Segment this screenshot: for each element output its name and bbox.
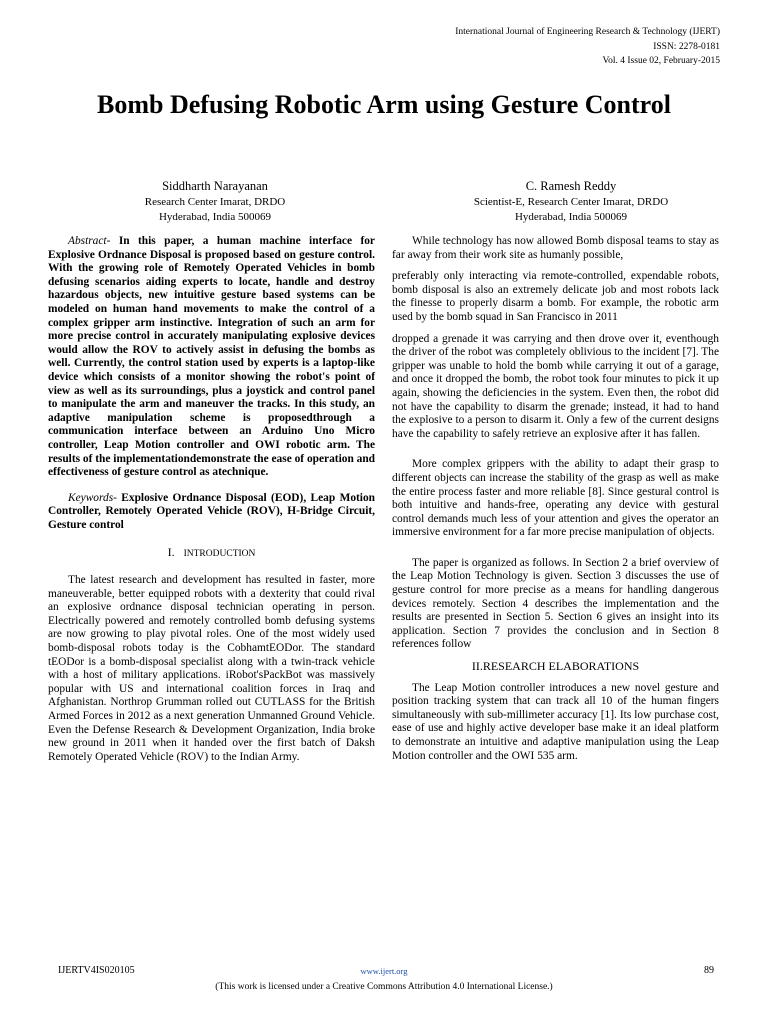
abstract-lead: Abstract-	[68, 235, 111, 247]
footer-license: (This work is licensed under a Creative Commons Attribution 4.0 International License.)	[215, 982, 553, 992]
author-location: Hyderabad, India 500069	[514, 211, 628, 223]
author-affiliation: Scientist-E, Research Center Imarat, DRDO	[473, 196, 669, 208]
author-location: Hyderabad, India 500069	[158, 211, 272, 223]
abstract-text: In this paper, a human machine interface for Explosive Ordnance Disposal is proposed based on gesture control. With the growing role of Remotely Operated Vehicles in bomb defusing scenarios aiding experts to locate, handle and destroy hazardous objects, new intuitive gesture based systems can be modeled on human hand movements to make the control of a complex gripper arm instinctive. Integration of such an arm for more precise control in accurately manipulating explosive devices would allow the ROV to actively assist in defusing the bombs as well. Currently, the control station used by experts is a laptop-like device which consists of a monitor showing the robot's point of view as well as its surroundings, plus a joystick and control panel to manipulate the arm and maneuver the tracks. In this study, an adaptive manipulation scheme is proposedthrough a communication interface between an Arduino Uno Micro controller, Leap Motion controller and OWI robotic arm. The results of the implementationdemonstrate the ease of operation and effectiveness of gesture control as atechnique.	[48, 235, 375, 479]
journal-issn: ISSN: 2278-0181	[653, 41, 720, 52]
paragraph-2: preferably only interacting via remote-controlled, expendable robots, bomb disposal is also an extremely delicate job and most robots lack the finesse to properly disarm a bomb. For example, the robotic arm used by the bomb squad in San Francisco in 2011	[392, 270, 719, 323]
footer-url-link[interactable]: www.ijert.org	[360, 966, 408, 976]
author-name: Siddharth Narayanan	[162, 179, 268, 193]
author-block-1	[50, 178, 380, 225]
journal-name: International Journal of Engineering Research & Technology (IJERT)	[455, 27, 720, 37]
right-column	[392, 235, 719, 763]
journal-volume: Vol. 4 Issue 02, February-2015	[602, 56, 720, 66]
section-heading-introduction	[48, 546, 375, 562]
section-title: INTRODUCTION	[183, 549, 256, 560]
section-heading-research: II.RESEARCH ELABORATIONS	[471, 659, 640, 674]
author-block-2	[406, 178, 736, 225]
paragraph-3: dropped a grenade it was carrying and then drove over it, eventhough the driver of the robot was completely oblivious to the incident [7]. The gripper was unable to hold the bomb while carrying it out of a garage, and once it dropped the bomb, the robot took four minutes to pick it up again, showing the deficiencies in the system. Even then, the robot did not have the capability to disarm the grenade; instead, it had to hand the explosive to a person to disarm it. Only a few of the current designs have the capability to safely retrieve an explosive after it has fallen.	[392, 332, 719, 440]
author-name: C. Ramesh Reddy	[525, 179, 617, 193]
footer-page-number: 89	[704, 965, 714, 976]
abstract	[48, 235, 375, 480]
footer-paper-id: IJERTV4IS020105	[58, 965, 135, 976]
section-number: I.	[167, 545, 175, 560]
paragraph-6: The Leap Motion controller introduces a new novel gesture and position tracking system that can track all 10 of the human fingers simultaneously with sub-millimeter accuracy [1]. Its low purchase cost, ease of use and highly active developer base make it an ideal platform to demonstrate an intuitive and adaptive manipulation using the Leap Motion controller and the OWI 535 arm.	[392, 681, 719, 762]
paper-title: Bomb Defusing Robotic Arm using Gesture Control	[97, 90, 671, 119]
journal-header	[455, 25, 720, 69]
keywords-lead: Keywords-	[68, 491, 117, 504]
left-column	[48, 235, 375, 764]
paragraph-4: More complex grippers with the ability to adapt their grasp to different objects can increase the stability of the grasp as well as make the entire process faster and more reliable [8]. Since gestural control is both intuitive and hands-free, operating any device with gestural control demands much less of your attention and gives the operator an immersive environment for a far more precise manipulation of objects.	[392, 458, 719, 539]
keywords	[48, 492, 375, 533]
introduction-paragraph: The latest research and development has resulted in faster, more maneuverable, better equipped robots with a dexterity that could rival an explosive ordnance disposal technician operating in person. Electrically powered and remotely controlled bomb defusing systems are now growing to play pivotal roles. One of the most widely used bomb-disposal robots today is the CobhamtEODor. The standard tEODor is a bomb-disposal specialist along with a twin-track vehicle with a host of military applications. iRobot'sPackBot was massively popular with US and international coalition forces in Iraq and Afghanistan. Northrop Grumman rolled out CUTLASS for the British Armed Forces in 2012 as a next generation Unmanned Ground Vehicle. Even the Defense Research & Development Organization, India broke new ground in 2011 when it handed over the first batch of Daksh Remotely Operated Vehicle (ROV) to the Indian Army.	[48, 574, 375, 763]
paragraph-1: While technology has now allowed Bomb disposal teams to stay as far away from their work site as humanly possible,	[392, 235, 719, 261]
paragraph-5: The paper is organized as follows. In Section 2 a brief overview of the Leap Motion Technology is given. Section 3 discusses the use of gesture control for more precise as a means for handling dangerous devices remotely. Section 4 describes the implementation and the results are presented in Section 5. Section 6 gives an insight into its application. Section 7 provides the conclusion and in Section 8 references follow	[392, 556, 719, 651]
author-affiliation: Research Center Imarat, DRDO	[144, 196, 286, 208]
keywords-text: Explosive Ordnance Disposal (EOD), Leap Motion Controller, Remotely Operated Vehicle (ROV), H-Bridge Circuit, Gesture control	[48, 491, 375, 531]
